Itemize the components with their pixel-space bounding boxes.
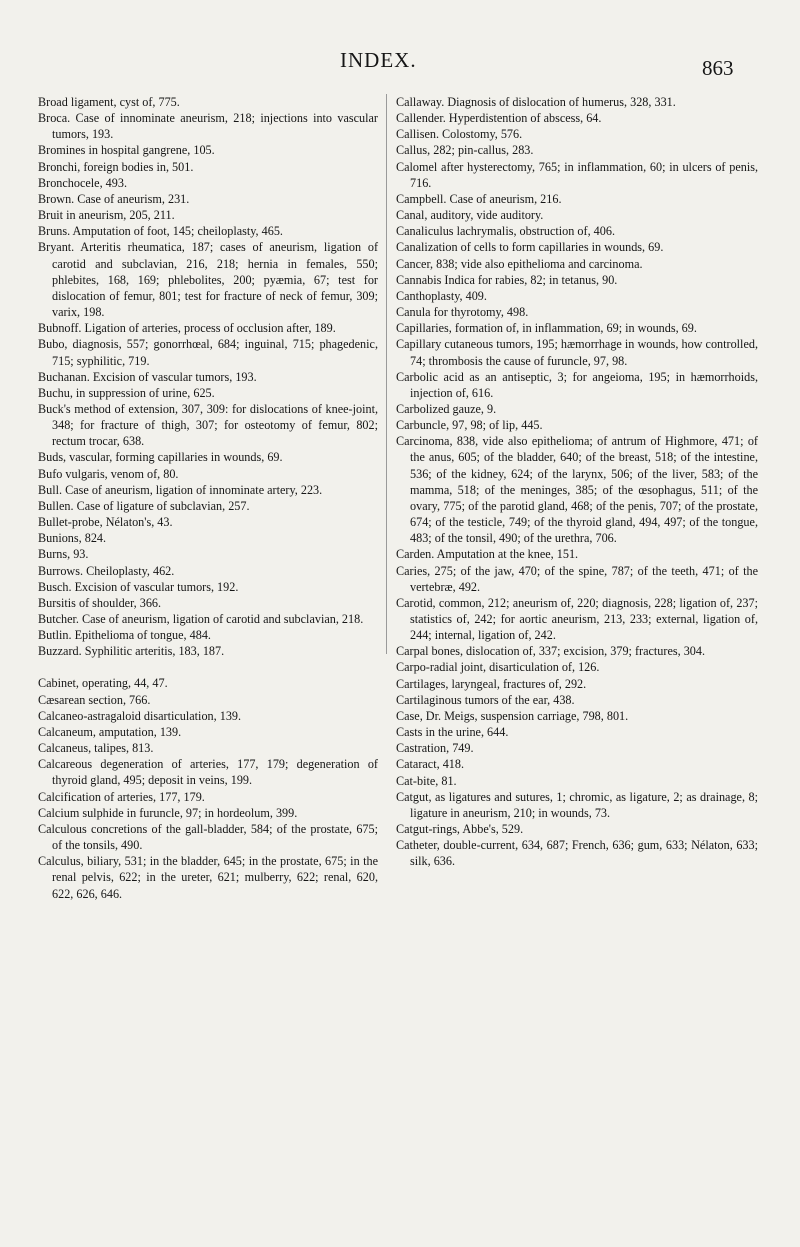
index-entry: Buck's method of extension, 307, 309: for dislocations of knee-joint, 348; for fracture of thigh, 307; for osteotomy of femur, 802; rectum trocar, 638. bbox=[38, 401, 378, 449]
index-entry: Canaliculus lachrymalis, obstruction of, 406. bbox=[396, 224, 615, 239]
index-entry: Carotid, common, 212; aneurism of, 220; diagnosis, 228; ligation of, 237; statistics of, 242; for aortic aneurism, 213, 233; external, ligation of, 244; internal, ligation of, 242. bbox=[396, 595, 758, 643]
index-entry: Bubnoff. Ligation of arteries, process of occlusion after, 189. bbox=[38, 321, 336, 336]
index-entry: Calcium sulphide in furuncle, 97; in hordeolum, 399. bbox=[38, 805, 298, 820]
index-entry: Buds, vascular, forming capillaries in wounds, 69. bbox=[38, 450, 283, 465]
index-entry: Calculous concretions of the gall-bladder, 584; of the prostate, 675; of the tonsils, 490. bbox=[38, 821, 378, 853]
index-entry: Canal, auditory, vide auditory. bbox=[396, 208, 544, 223]
index-entry: Case, Dr. Meigs, suspension carriage, 798, 801. bbox=[396, 708, 629, 723]
index-entry: Bronchocele, 493. bbox=[38, 175, 128, 190]
index-entry: Catgut, as ligatures and sutures, 1; chromic, as ligature, 2; as drainage, 8; ligature in aneurism, 210; in wounds, 73. bbox=[396, 789, 758, 820]
index-entry: Cancer, 838; vide also epithelioma and carcinoma. bbox=[396, 256, 643, 271]
index-entry: Canthoplasty, 409. bbox=[396, 288, 487, 303]
index-entry: Cat-bite, 81. bbox=[396, 773, 457, 788]
index-entry: Cæsarean section, 766. bbox=[38, 692, 151, 707]
index-entry: Calcaneum, amputation, 139. bbox=[38, 724, 182, 739]
index-entry: Bullet-probe, Nélaton's, 43. bbox=[38, 515, 173, 530]
index-entry: Calcaneus, talipes, 813. bbox=[38, 741, 154, 756]
index-entry: Bunions, 824. bbox=[38, 531, 107, 546]
index-entry: Calcareous degeneration of arteries, 177, 179; degeneration of thyroid gland, 495; deposit in veins, 199. bbox=[38, 757, 378, 788]
index-column-right bbox=[396, 94, 758, 870]
index-entry: Bruns. Amputation of foot, 145; cheiloplasty, 465. bbox=[38, 224, 283, 239]
index-entry: Bubo, diagnosis, 557; gonorrhœal, 684; inguinal, 715; phagedenic, 715; syphilitic, 719. bbox=[38, 337, 378, 368]
index-entry: Carcinoma, 838, vide also epithelioma; of antrum of Highmore, 471; of the anus, 605; of the bladder, 640; of the breast, 518; of the intestine, 536; of the kidney, 624; of the larynx, 506; of the liver, 583; of the mamma, 518; of the meninges, 385; of the œsophagus, 511; of the ovary, 775; of the parotid gland, 468; of the penis, 707; of the prostate, 674; of the testicle, 749; of the thyroid gland, 494, 497; of the tongue, 483; of the tonsil, 490; of the urethra, 706. bbox=[396, 434, 758, 546]
index-entry: Calomel after hysterectomy, 765; in inflammation, 60; in ulcers of penis, 716. bbox=[396, 159, 758, 190]
page-header bbox=[0, 48, 800, 82]
index-entry: Callender. Hyperdistention of abscess, 64. bbox=[396, 111, 602, 126]
page-number: 863 bbox=[702, 56, 734, 80]
index-entry: Canula for thyrotomy, 498. bbox=[396, 305, 529, 320]
page-title: INDEX. bbox=[340, 48, 417, 72]
index-entry: Bursitis of shoulder, 366. bbox=[38, 595, 162, 610]
index-entry: Carbolic acid as an antiseptic, 3; for angeioma, 195; in hæmorrhoids, injection of, 616. bbox=[396, 369, 758, 400]
index-entry: Bullen. Case of ligature of subclavian, 257. bbox=[38, 498, 250, 513]
index-entry: Bronchi, foreign bodies in, 501. bbox=[38, 159, 194, 174]
index-entry: Carden. Amputation at the knee, 151. bbox=[396, 547, 579, 562]
index-entry: Cabinet, operating, 44, 47. bbox=[38, 676, 168, 691]
index-entry: Calculus, biliary, 531; in the bladder, 645; in the prostate, 675; in the renal pelvis, 622; in the ureter, 621; mulberry, 622; renal, 620, 622, 626, 646. bbox=[38, 854, 378, 901]
index-entry: Cannabis Indica for rabies, 82; in tetanus, 90. bbox=[396, 272, 618, 287]
index-entry: Burns, 93. bbox=[38, 547, 89, 562]
index-entry: Busch. Excision of vascular tumors, 192. bbox=[38, 579, 239, 594]
index-entry: Catgut-rings, Abbe's, 529. bbox=[396, 822, 524, 837]
index-column-left bbox=[38, 94, 378, 902]
index-entry: Broad ligament, cyst of, 775. bbox=[38, 95, 180, 109]
index-entry: Bruit in aneurism, 205, 211. bbox=[38, 208, 175, 223]
index-entry: Buchu, in suppression of urine, 625. bbox=[38, 385, 215, 400]
index-entry: Cataract, 418. bbox=[396, 757, 465, 772]
index-entry: Bufo vulgaris, venom of, 80. bbox=[38, 466, 179, 481]
index-entry: Cartilages, laryngeal, fractures of, 292. bbox=[396, 676, 587, 691]
index-entry: Butcher. Case of aneurism, ligation of carotid and subclavian, 218. bbox=[38, 612, 364, 626]
index-entry: Capillaries, formation of, in inflammation, 69; in wounds, 69. bbox=[396, 321, 697, 336]
index-entry: Casts in the urine, 644. bbox=[396, 725, 509, 740]
index-entry: Buchanan. Excision of vascular tumors, 193. bbox=[38, 369, 257, 384]
index-entry: Canalization of cells to form capillaries in wounds, 69. bbox=[396, 240, 664, 255]
index-entry: Campbell. Case of aneurism, 216. bbox=[396, 191, 562, 206]
index-entry: Caries, 275; of the jaw, 470; of the spine, 787; of the teeth, 471; of the vertebræ, 492. bbox=[396, 563, 758, 594]
index-entry: Bull. Case of aneurism, ligation of innominate artery, 223. bbox=[38, 482, 323, 497]
index-entry: Calcification of arteries, 177, 179. bbox=[38, 789, 205, 804]
index-entry: Burrows. Cheiloplasty, 462. bbox=[38, 563, 175, 578]
index-entry: Carpo-radial joint, disarticulation of, 126. bbox=[396, 660, 600, 675]
index-entry: Cartilaginous tumors of the ear, 438. bbox=[396, 692, 575, 707]
index-entry: Calcaneo-astragaloid disarticulation, 139. bbox=[38, 708, 242, 723]
index-entry: Carbolized gauze, 9. bbox=[396, 401, 497, 416]
index-entry: Buzzard. Syphilitic arteritis, 183, 187. bbox=[38, 644, 225, 659]
index-entry: Capillary cutaneous tumors, 195; hæmorrhage in wounds, how controlled, 74; thrombosis the cause of furuncle, 97, 98. bbox=[396, 337, 758, 368]
index-entry: Callus, 282; pin-callus, 283. bbox=[396, 143, 534, 158]
index-entry: Broca. Case of innominate aneurism, 218; injections into vascular tumors, 193. bbox=[38, 111, 378, 142]
index-entry: Bromines in hospital gangrene, 105. bbox=[38, 143, 215, 158]
index-entry: Castration, 749. bbox=[396, 741, 474, 756]
index-entry: Callisen. Colostomy, 576. bbox=[396, 127, 523, 142]
index-entry: Brown. Case of aneurism, 231. bbox=[38, 191, 190, 206]
index-entry: Carpal bones, dislocation of, 337; excision, 379; fractures, 304. bbox=[396, 644, 706, 659]
index-entry: Callaway. Diagnosis of dislocation of humerus, 328, 331. bbox=[396, 95, 676, 109]
index-entry: Catheter, double-current, 634, 687; French, 636; gum, 633; Nélaton, 633; silk, 636. bbox=[396, 838, 758, 869]
index-entry: Bryant. Arteritis rheumatica, 187; cases of aneurism, ligation of carotid and subclavian, 216, 218; hernia in females, 550; phlebites, 168, 169; phlebolites, 200; pyæmia, 67; test for dislocation of femur, 801; test for fracture of neck of femur, 309; varix, 198. bbox=[38, 240, 378, 320]
column-divider bbox=[386, 94, 387, 654]
index-entry: Butlin. Epithelioma of tongue, 484. bbox=[38, 628, 211, 643]
index-entry: Carbuncle, 97, 98; of lip, 445. bbox=[396, 418, 543, 433]
